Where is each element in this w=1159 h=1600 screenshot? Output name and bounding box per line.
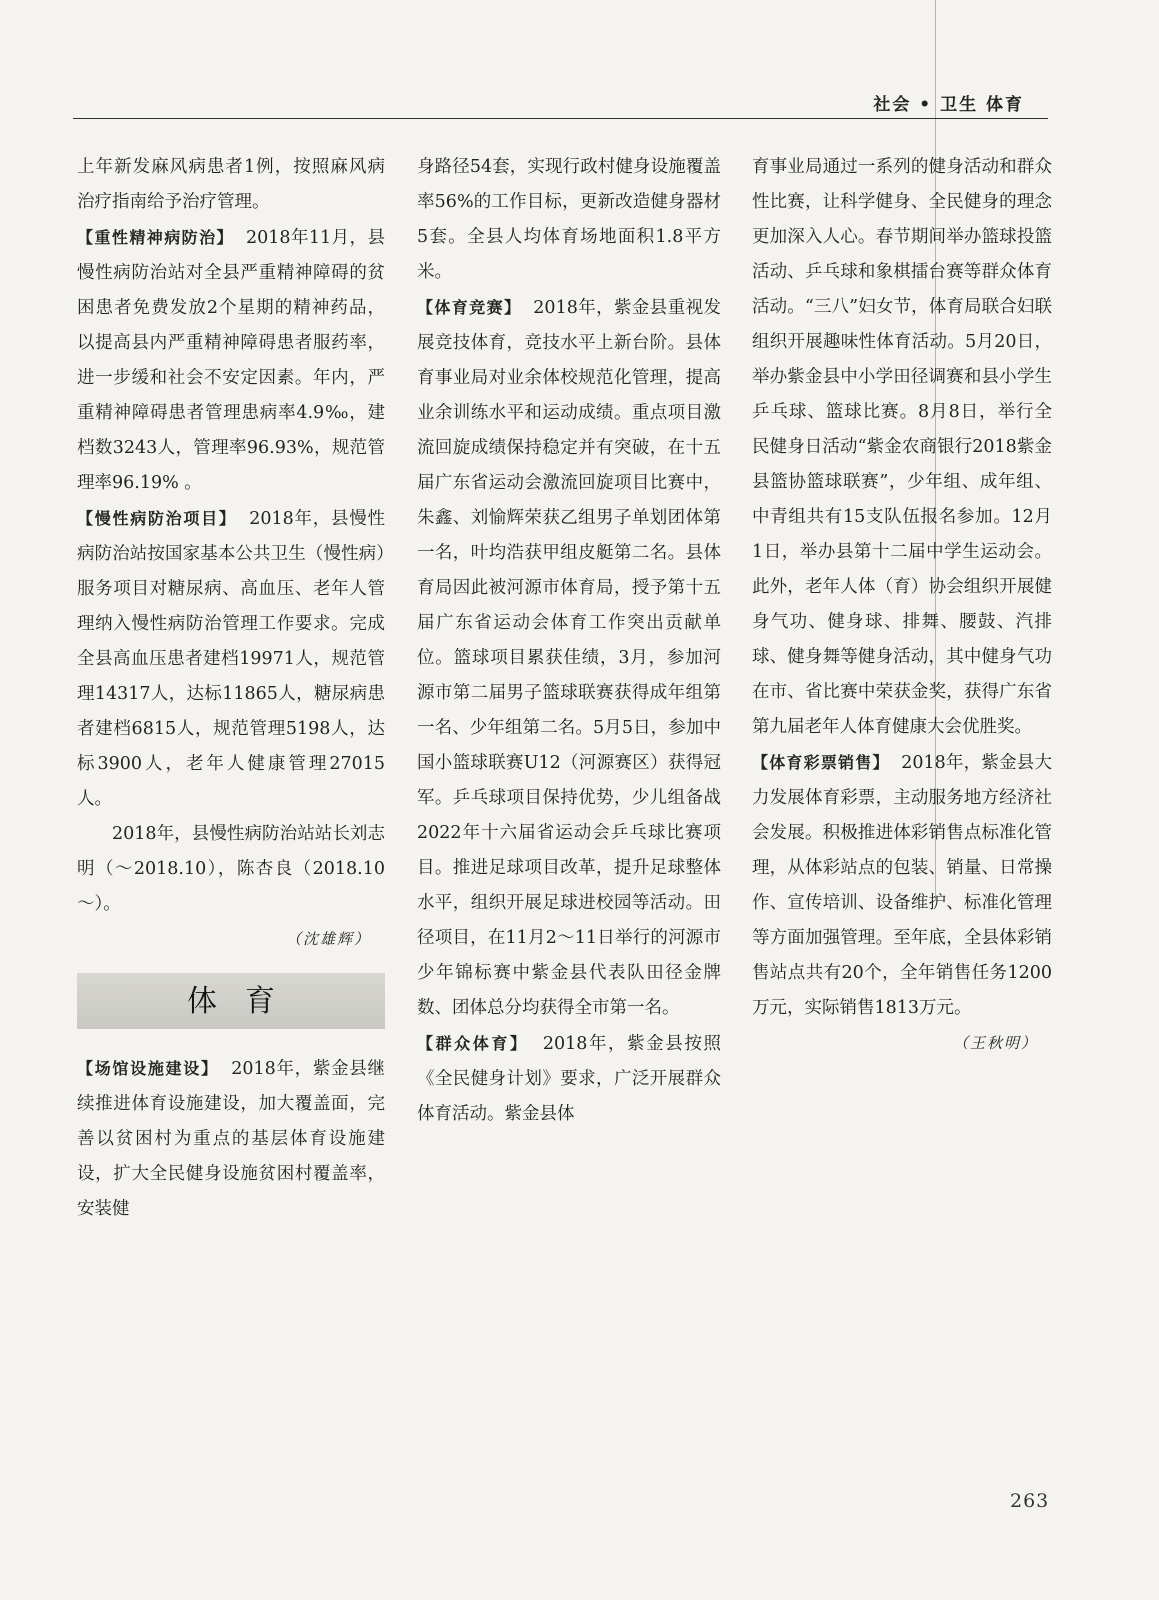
author-credit: （王秋明） [952,1034,1038,1052]
author-credit: （沈雄辉） [285,930,371,948]
section-heading: 【重性精神病防治】 [77,228,234,247]
section-heading: 【体育竞赛】 [417,298,522,317]
section-title: 社会 • 卫生 体育 [873,95,1024,115]
section-body: 2018年，紫金县重视发展竞技体育，竞技水平上新台阶。县体育事业局对业余体校规范化管理，提高业余训练水平和运动成绩。重点项目激流回旋成绩保持稳定并有突破，在十五届广东省运动会激流回旋项目比赛中，朱鑫、刘愉辉荣获乙组男子单划团体第一名，叶均浩获甲组皮艇第二名。县体育局因此被河源市体育局，授予第十五届广东省运动会体育工作突出贡献单位。篮球项目累获佳绩，3月，参加河源市第二届男子篮球联赛获得成年组第一名、少年组第二名。5月5日，参加中国小篮球联赛U12（河源赛区）获得冠军。乒乓球项目保持优势，少儿组备战2022年十六届省运动会乒乓球比赛项目。推进足球项目改革，提升足球整体水平，组织开展足球进校园等活动。田径项目，在11月2～11日举行的河源市少年锦标赛中紫金县代表队田径金牌数、团体总分均获得全市第一名。 [417,298,721,1018]
column-2 [417,150,721,1132]
section-body: 2018年11月，县慢性病防治站对全县严重精神障碍的贫困患者免费发放2个星期的精神药品，以提高县内严重精神障碍患者服药率，进一步缓和社会不安定因素。年内，严重精神障碍患者管理患病率4.9‰，建档数3243人，管理率96.93%，规范管理率96.19% 。 [77,228,385,493]
section-heading: 【场馆设施建设】 [77,1059,219,1078]
banner-title: 体育 [187,983,303,1019]
section-venue-construction [77,1051,385,1227]
section-heading: 【群众体育】 [417,1034,529,1053]
section-body: 2018年，紫金县继续推进体育设施建设，加大覆盖面，完善以贫困村为重点的基层体育设施建设，扩大全民健身设施贫困村覆盖率，安装健 [77,1059,385,1219]
column-1 [77,150,385,1227]
page-number: 263 [1010,1490,1050,1512]
paragraph: 上年新发麻风病患者1例，按照麻风病治疗指南给予治疗管理。 [77,157,385,212]
section-chronic-mental-illness [77,220,385,501]
section-mass-sports [417,1026,721,1132]
section-heading: 【慢性病防治项目】 [77,509,237,528]
section-body: 2018年，紫金县大力发展体育彩票，主动服务地方经济社会发展。积极推进体彩销售点标准化管理，从体彩站点的包装、销量、日常操作、宣传培训、设备维护、标准化管理等方面加强管理。至年底，全县体彩销售站点共有20个，全年销售任务1200万元，实际销售1813万元。 [752,753,1052,1018]
sports-section-banner [77,973,385,1029]
section-sports-competition [417,290,721,1026]
paragraph: 育事业局通过一系列的健身活动和群众性比赛，让科学健身、全民健身的理念更加深入人心。春节期间举办篮球投篮活动、乒乓球和象棋擂台赛等群众体育活动。“三八”妇女节，体育局联合妇联组织开展趣味性体育活动。5月20日，举办紫金县中小学田径调赛和县小学生乒乓球、篮球比赛。8月8日，举行全民健身日活动“紫金农商银行2018紫金县篮协篮球联赛”，少年组、成年组、中青组共有15支队伍报名参加。12月1日，举办县第十二届中学生运动会。此外，老年人体（育）协会组织开展健身气功、健身球、排舞、腰鼓、汽排球、健身舞等健身活动，其中健身气功在市、省比赛中荣获金奖，获得广东省第九届老年人体育健康大会优胜奖。 [752,157,1052,737]
section-body: 2018年，紫金县按照《全民健身计划》要求，广泛开展群众体育活动。紫金县体 [417,1034,721,1124]
section-chronic-disease-project [77,501,385,817]
running-header [73,86,1048,119]
section-sports-lottery [752,745,1052,1026]
section-body: 2018年，县慢性病防治站按国家基本公共卫生（慢性病）服务项目对糖尿病、高血压、老年人管理纳入慢性病防治管理工作要求。完成全县高血压患者建档19971人，规范管理14317人，达标11865人，糖尿病患者建档6815人，规范管理5198人，达标3900人，老年人健康管理27015人。 [77,509,385,809]
paragraph: 身路径54套，实现行政村健身设施覆盖率56%的工作目标，更新改造健身器材5套。全县人均体育场地面积1.8平方米。 [417,157,721,282]
staff-paragraph: 2018年，县慢性病防治站站长刘志明（～2018.10），陈杏良（2018.10～）。 [77,824,385,914]
column-3 [752,150,1052,1061]
section-heading: 【体育彩票销售】 [752,753,890,772]
